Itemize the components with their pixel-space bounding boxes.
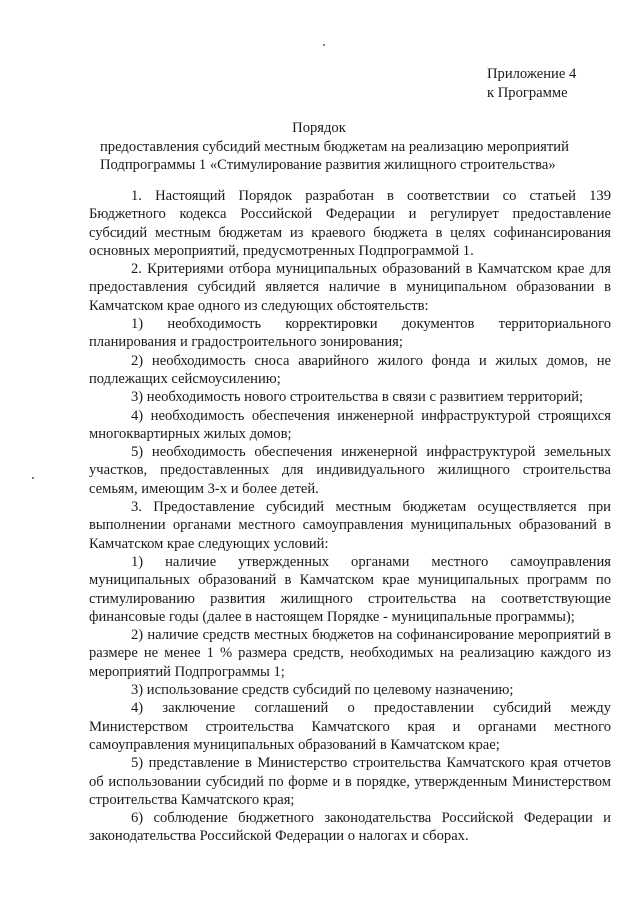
paragraph: 2) необходимость сноса аварийного жилого фонда и жилых домов, не подлежащих сейсмоусилению; <box>89 352 611 387</box>
heading-subtitle: предоставления субсидий местным бюджетам на реализацию мероприятий <box>100 138 569 155</box>
scan-speck <box>32 477 34 479</box>
annex-line: к Программе <box>487 85 568 101</box>
paragraph: 3. Предоставление субсидий местным бюджетам осуществляется при выполнении органами местного самоуправления муниципальных образований в Камчатском крае следующих условий: <box>89 499 611 552</box>
paragraph: 1. Настоящий Порядок разработан в соответствии со статьей 139 Бюджетного кодекса Российской Федерации и регулирует предоставление субсидий местным бюджетам из краевого бюджета в целях софинансирования основных мероприятий, предусмотренных Подпрограммой 1. <box>89 188 611 259</box>
paragraph: 3) необходимость нового строительства в связи с развитием территорий; <box>131 389 584 406</box>
paragraph: 3) использование средств субсидий по целевому назначению; <box>131 682 514 699</box>
paragraph: 5) необходимость обеспечения инженерной инфраструктурой земельных участков, предоставленных для индивидуального жилищного строительства семьям, имеющим 3-х и более детей. <box>89 444 611 497</box>
paragraph: 2. Критериями отбора муниципальных образований в Камчатском крае для предоставления субсидий является наличие в муниципальном образовании в Камчатском крае одного из следующих обстоятельств: <box>89 261 611 314</box>
paragraph: 2) наличие средств местных бюджетов на софинансирование мероприятий в размере не менее 1 % размера средств, необходимых на реализацию каждого из мероприятий Подпрограммы 1; <box>89 627 611 680</box>
heading-subtitle: Подпрограммы 1 «Стимулирование развития жилищного строительства» <box>100 157 556 173</box>
paragraph: 1) наличие утвержденных органами местного самоуправления муниципальных образований в Камчатском крае муниципальных программ по стимулированию развития жилищного строительства на соответствующие финансовые годы (далее в настоящем Порядке - муниципальные программы); <box>89 553 611 625</box>
paragraph: 4) заключение соглашений о предоставлении субсидий между Министерством строительства Камчатского края и органами местного самоуправления муниципальных образований в Камчатском крае; <box>89 700 611 753</box>
heading-title: Порядок <box>292 120 346 136</box>
annex-line: Приложение 4 <box>487 66 577 82</box>
annex-label <box>487 65 627 103</box>
paragraph: 5) представление в Министерство строительства Камчатского края отчетов об использовании субсидий по форме и в порядке, утвержденным Министерством строительства Камчатского края; <box>89 755 611 808</box>
document-body <box>89 187 611 846</box>
paragraph: 6) соблюдение бюджетного законодательства Российской Федерации и законодательства Российской Федерации о налогах и сборах. <box>89 810 611 845</box>
scan-speck <box>323 44 325 46</box>
document-heading <box>100 119 569 175</box>
paragraph: 1) необходимость корректировки документов территориального планирования и градостроительного зонирования; <box>89 316 611 351</box>
paragraph: 4) необходимость обеспечения инженерной инфраструктурой строящихся многоквартирных жилых домов; <box>89 407 611 442</box>
